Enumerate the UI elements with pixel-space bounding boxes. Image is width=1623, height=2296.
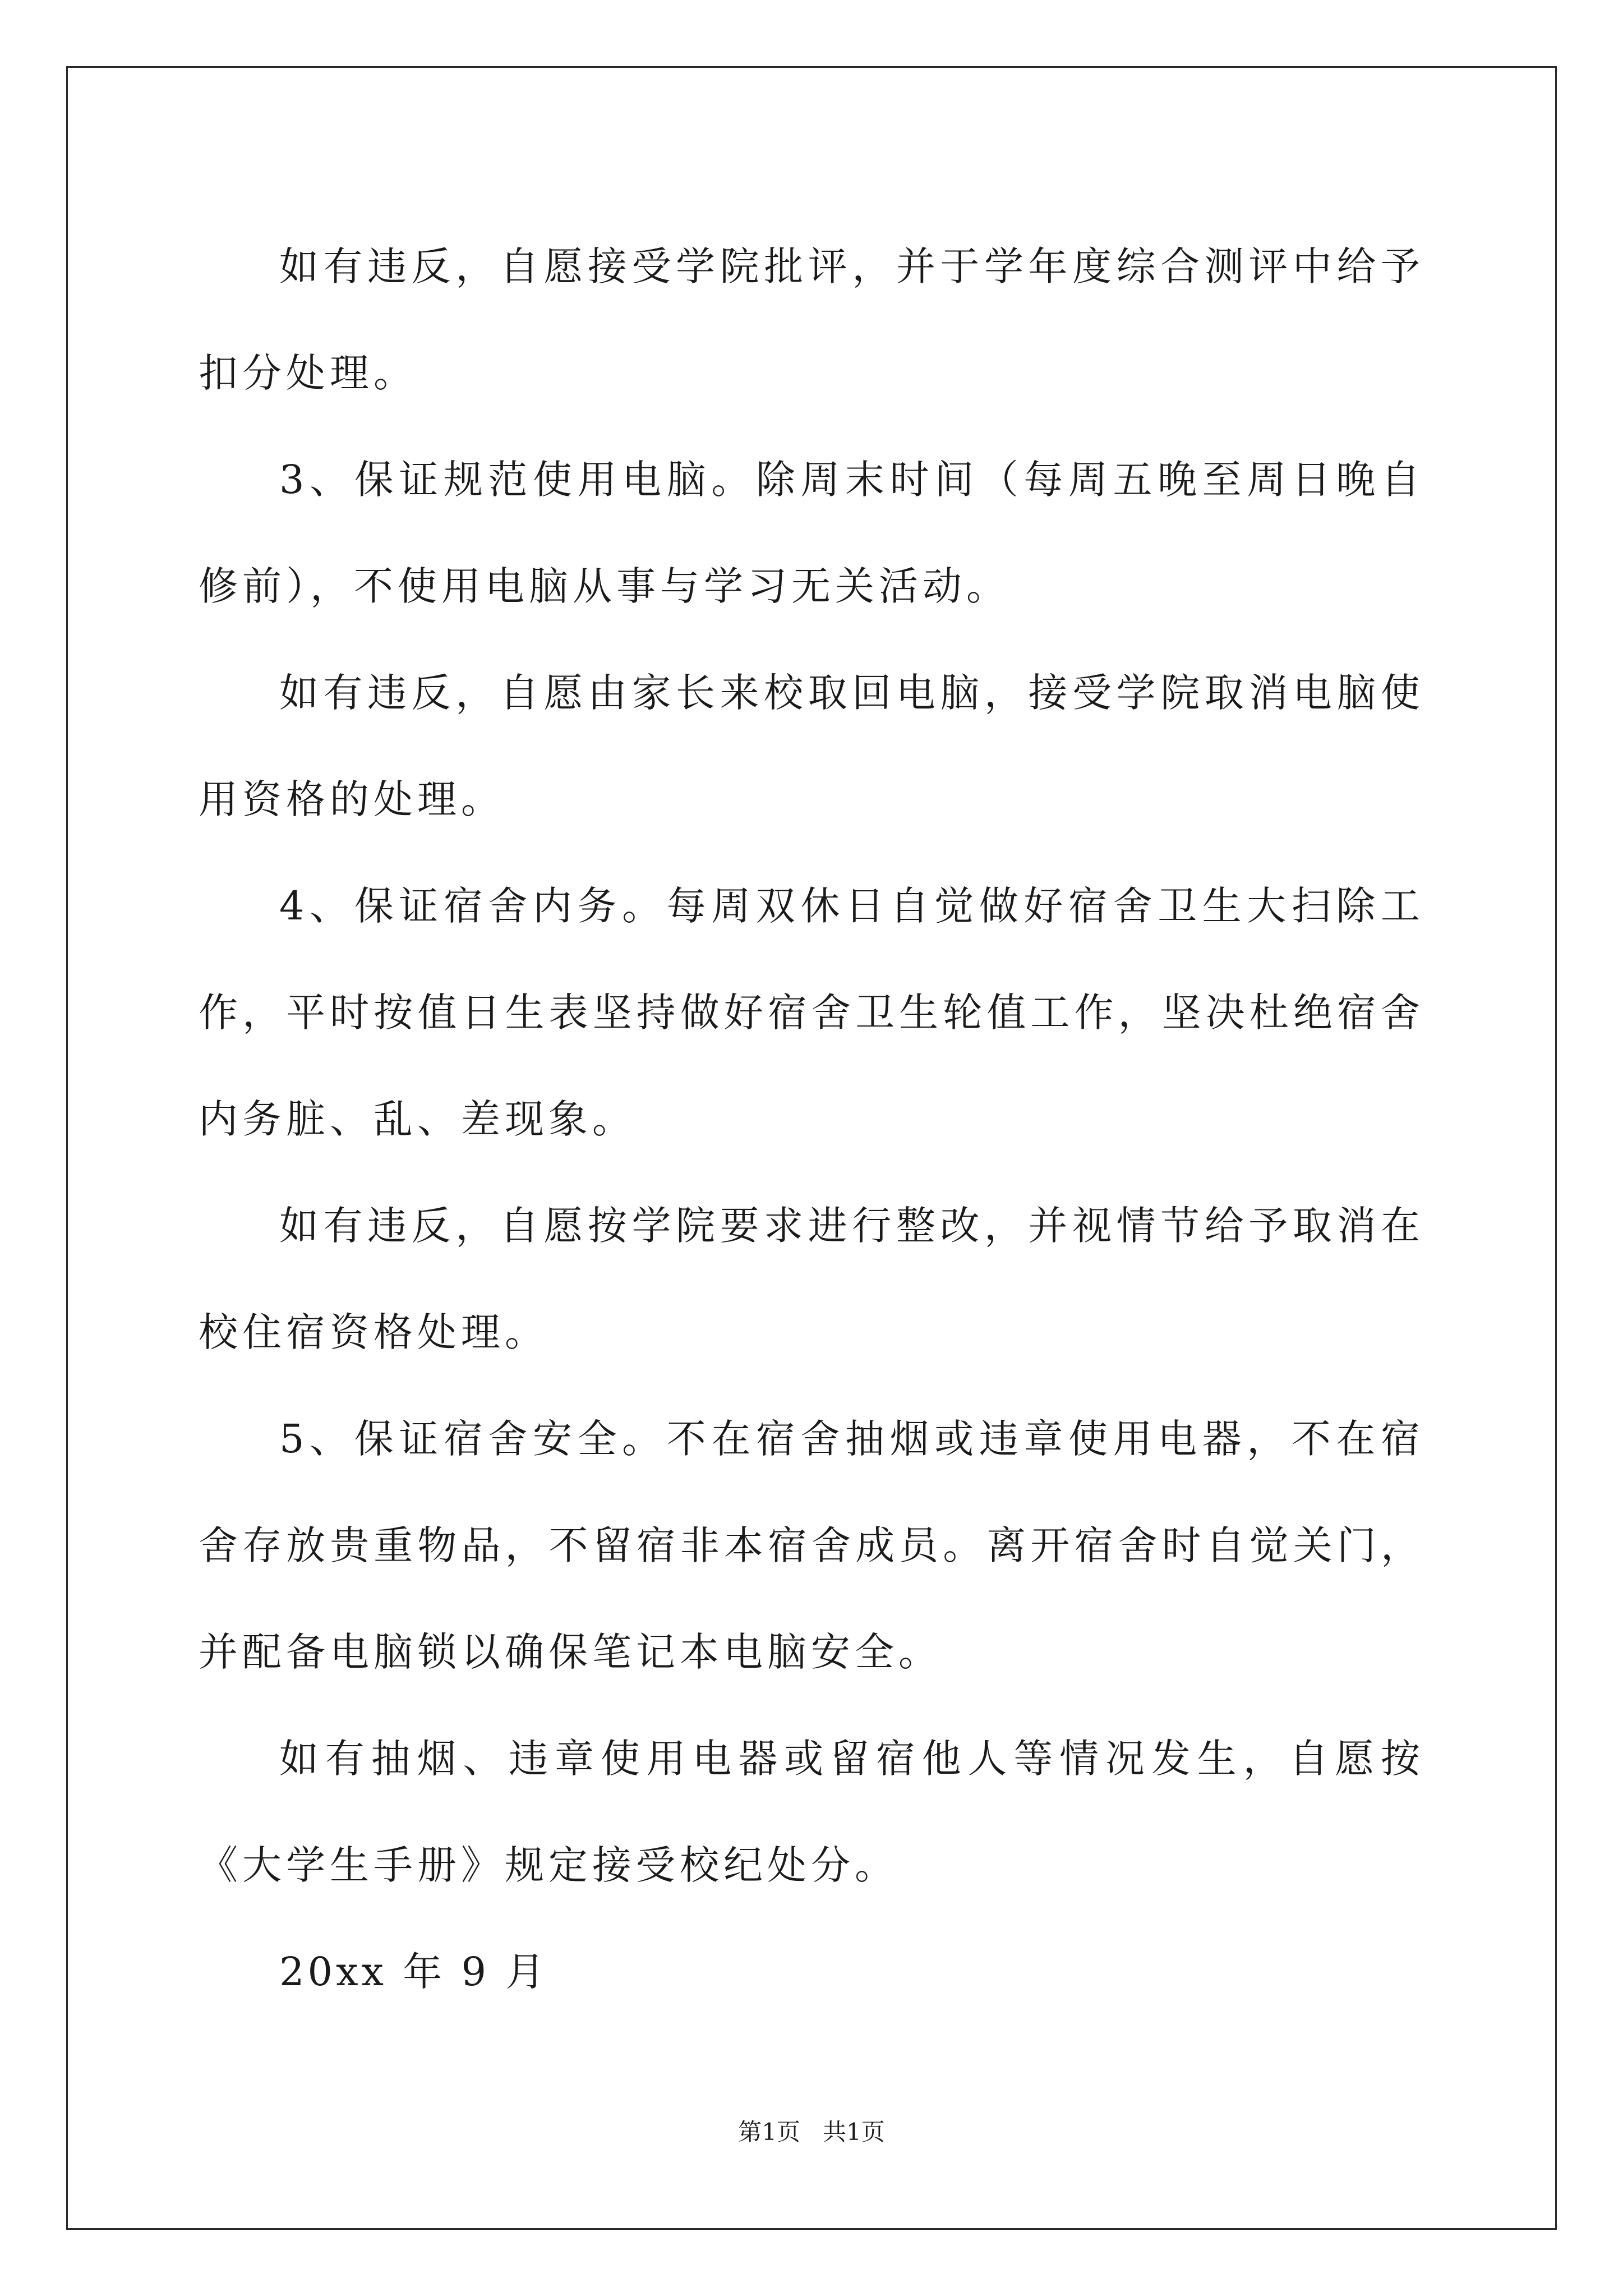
paragraph: 如有违反，自愿按学院要求进行整改，并视情节给予取消在校住宿资格处理。 [199,1203,1424,1355]
page-footer [0,2114,1623,2147]
paragraph: 4、保证宿舍内务。每周双休日自觉做好宿舍卫生大扫除工作，平时按值日生表坚持做好宿舍卫生轮值工作，坚决杜绝宿舍内务脏、乱、差现象。 [199,883,1424,1142]
paragraph: 如有抽烟、违章使用电器或留宿他人等情况发生，自愿按《大学生手册》规定接受校纪处分。 [199,1736,1424,1888]
document-body [199,213,1424,2025]
paragraph: 3、保证规范使用电脑。除周末时间（每周五晚至周日晚自修前），不使用电脑从事与学习无关活动。 [199,457,1424,609]
paragraph: 如有违反，自愿接受学院批评，并于学年度综合测评中给予扣分处理。 [199,243,1424,396]
paragraph: 如有违反，自愿由家长来校取回电脑，接受学院取消电脑使用资格的处理。 [199,670,1424,822]
paragraph: 5、保证宿舍安全。不在宿舍抽烟或违章使用电器，不在宿舍存放贵重物品，不留宿非本宿舍成员。离开宿舍时自觉关门，并配备电脑锁以确保笔记本电脑安全。 [199,1416,1424,1675]
document-date: 20xx 年 9 月 [279,1949,548,1995]
page-number: 第1页 共1页 [738,2118,885,2146]
